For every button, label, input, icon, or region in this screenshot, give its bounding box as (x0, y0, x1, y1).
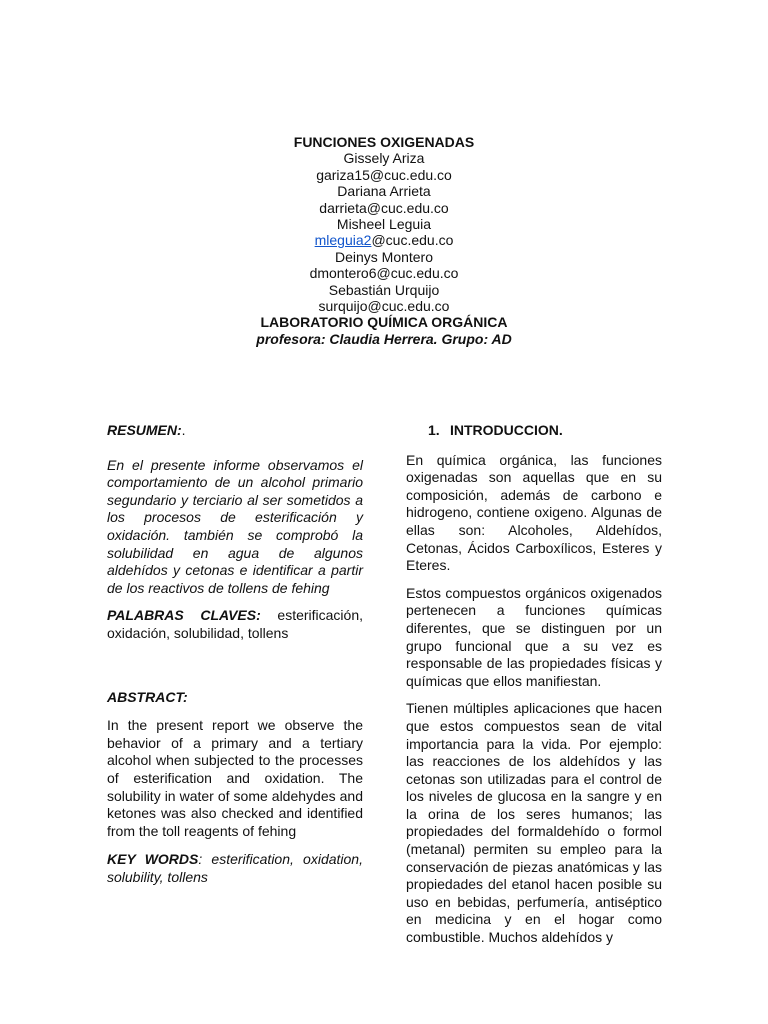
paper-header (0, 134, 768, 347)
resumen-text: En el presente informe observamos el comportamiento de un alcohol primario segundario y terciario al ser sometidos a los procesos de esterificación y oxidación. también se comprobó la solubilidad en agua de algunos aldehídos y cetonas e identificar a partir de los reactivos de tollens de fehing (107, 456, 363, 596)
intro-paragraph: Estos compuestos orgánicos oxigenados pertenecen a funciones químicas diferentes, que se distinguen por un grupo funcional que a su vez es responsable de las propiedades físicas y químicas que ellos manifiestan. (406, 584, 662, 689)
paper-title: FUNCIONES OXIGENADAS (293, 134, 475, 150)
professor-line: profesora: Claudia Herrera. Grupo: AD (256, 330, 512, 347)
intro-paragraph: Tienen múltiples aplicaciones que hacen que estos compuestos sean de vital importancia para la vida. Por ejemplo: las reacciones de los aldehídos y las cetonas son utilizadas para el control de los niveles de glucosa en la sangre y en la orina de los seres humanos; las propiedades del formaldehído o formol (metanal) permiten su empleo para la conservación de piezas anatómicas y las propiedades del etanol hacen posible su uso en bebidas, perfumería, antiséptico en medicina y en el hogar como combustible. Muchos aldehídos y (406, 700, 662, 946)
abstract-text: In the present report we observe the behavior of a primary and a tertiary alcohol when subjected to the processes of esterification and oxidation. The solubility in water of some aldehydes and ketones was also checked and identified from the toll reagents of fehing (107, 717, 363, 839)
author-name: Dariana Arrieta (337, 183, 431, 200)
key-words-text: : esterification, oxidation, solubility, tollens (107, 851, 363, 885)
author-name: Misheel Leguia (336, 216, 432, 233)
author-email-link[interactable]: mleguia2 (314, 232, 372, 249)
resumen-heading-tail: . (181, 422, 186, 438)
lab-title: LABORATORIO QUÍMICA ORGÁNICA (260, 314, 508, 331)
palabras-claves (107, 607, 363, 642)
palabras-claves-text: esterificación, oxidación, solubilidad, tollens (107, 607, 363, 641)
section-number: 1. (428, 422, 440, 438)
intro-paragraph: En química orgánica, las funciones oxigenadas son aquellas que en su composición, además de carbono e hidrogeno, contiene oxigeno. Algunas de ellas son: Alcoholes, Aldehídos, Cetonas, Ácidos Carboxílicos, Esteres y Eteres. (406, 451, 662, 574)
section-title: INTRODUCCION. (450, 422, 563, 438)
author-name: Sebastián Urquijo (328, 281, 440, 298)
introduction-heading (406, 422, 662, 440)
author-email (0, 232, 768, 248)
right-column (406, 422, 662, 947)
resumen-heading: RESUMEN: (107, 422, 182, 438)
palabras-claves-label: PALABRAS CLAVES: (107, 607, 261, 624)
resumen-heading-line (107, 422, 363, 440)
key-words (107, 851, 363, 886)
author-email-domain: @cuc.edu.co (371, 232, 454, 249)
author-email: gariza15@cuc.edu.co (316, 166, 452, 183)
author-email: darrieta@cuc.edu.co (319, 199, 449, 216)
author-email: dmontero6@cuc.edu.co (309, 265, 459, 282)
key-words-label: KEY WORDS (107, 851, 199, 868)
author-name: Deinys Montero (334, 248, 434, 265)
abstract-heading: ABSTRACT: (107, 688, 188, 705)
author-name: Gissely Ariza (343, 150, 425, 167)
author-email: surquijo@cuc.edu.co (318, 298, 450, 315)
left-column (107, 422, 363, 886)
